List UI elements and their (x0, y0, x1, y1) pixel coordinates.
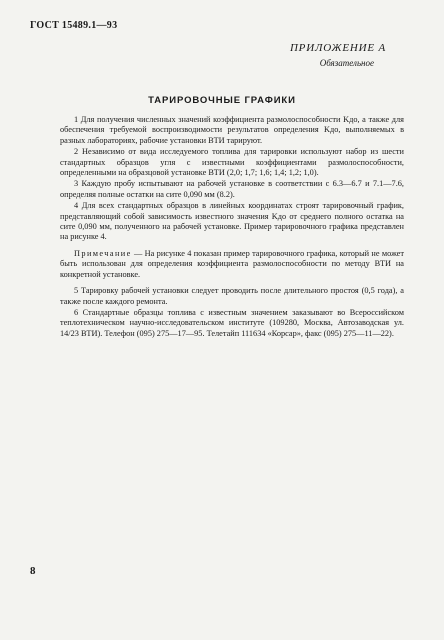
paragraph-3: 3 Каждую пробу испытывают на рабочей установке в соответствии с 6.3—6.7 и 7.1—7.6, определяя полные остатки на сите 0,090 мм (8.2). (60, 179, 404, 199)
appendix-block (290, 42, 386, 68)
paragraph-2: 2 Независимо от вида исследуемого топлива для тарировки используют набор из шести стандартных образцов угля с известными коэффициентами размолоспособности, определенными на образцовой установке ВТИ (2,0; 1,7; 1,6; 1,4; 1,2; 1,0). (60, 147, 404, 178)
section-title: ТАРИРОВОЧНЫЕ ГРАФИКИ (148, 95, 296, 106)
body-text (60, 115, 404, 340)
paragraph-4: 4 Для всех стандартных образцов в линейных координатах строят тарировочный график, представляющий собой зависимость известного значения Kдо от среднего полного остатка на сите 0,090 мм, полученного на рабочей установке. Пример тарировочного графика представлен на рисунке 4. (60, 201, 404, 242)
note-head: Примечание (74, 248, 132, 258)
note-paragraph (60, 249, 404, 280)
note-text: — На рисунке 4 показан пример тарировочного графика, который не может быть использован для определения коэффициента размолоспособности по методу ВТИ на конкретной установке. (60, 248, 404, 279)
paragraph-1: 1 Для получения численных значений коэффициента размолоспособности Kдо, а также для обеспечения требуемой воспроизводимости результатов определения Kдо, выполняемых в разных лабораториях, рабочие установки ВТИ тарируют. (60, 115, 404, 145)
appendix-title: ПРИЛОЖЕНИЕ А (289, 42, 386, 54)
standard-code: ГОСТ 15489.1—93 (30, 20, 118, 31)
appendix-status: Обязательное (319, 58, 374, 68)
page-number: 8 (30, 565, 36, 577)
paragraph-5: 5 Тарировку рабочей установки следует проводить после длительного простоя (0,5 года), а также после каждого ремонта. (60, 286, 404, 306)
paragraph-6: 6 Стандартные образцы топлива с известным значением заказывают во Всероссийском теплотехническом научно-исследовательском институте (109280, Москва, Автозаводская ул. 14/23 ВТИ). Телефон (095) 275—17—95. Телетайп 111634 «Корсар», факс (095) 275—11—22). (60, 307, 404, 338)
